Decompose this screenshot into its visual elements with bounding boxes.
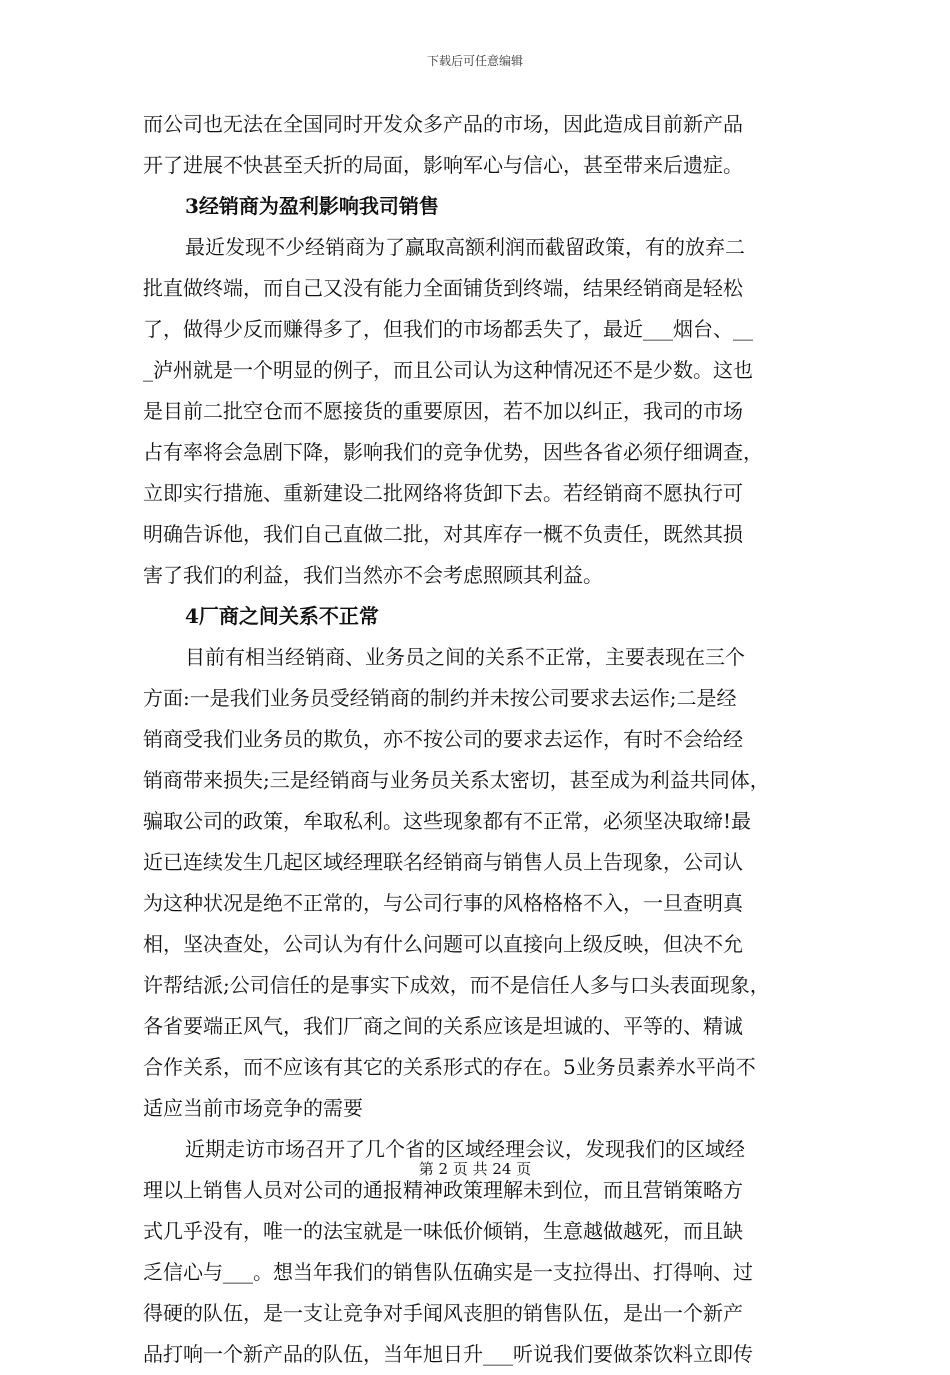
text-line: 批直做终端，而自己又没有能力全面铺货到终端，结果经销商是轻松 xyxy=(143,276,743,300)
text-line: 了，做得少反而赚得多了，但我们的市场都丢失了，最近___烟台、__ xyxy=(143,317,753,341)
text-line: 开了进展不快甚至夭折的局面，影响军心与信心，甚至带来后遗症。 xyxy=(143,153,743,177)
text-line: 明确告诉他，我们自己直做二批，对其库存一概不负责任，既然其损 xyxy=(143,522,743,546)
text-line: 各省要端正风气，我们厂商之间的关系应该是坦诚的、平等的、精诚 xyxy=(143,1014,743,1038)
text-line: 近期走访市场召开了几个省的区域经理会议，发现我们的区域经 xyxy=(185,1137,745,1161)
text-line: _泸州就是一个明显的例子，而且公司认为这种情况还不是少数。这也 xyxy=(143,358,753,382)
text-line: 占有率将会急剧下降，影响我们的竞争优势，因些各省必须仔细调查， xyxy=(143,440,763,464)
section-heading: 4厂商之间关系不正常 xyxy=(185,604,379,628)
text-line: 为这种状况是绝不正常的，与公司行事的风格格格不入，一旦查明真 xyxy=(143,891,743,915)
text-line: 骗取公司的政策，牟取私利。这些现象都有不正常，必须坚决取缔!最 xyxy=(143,809,752,833)
page-header: 下载后可任意编辑 xyxy=(426,54,523,68)
text-line: 理以上销售人员对公司的通报精神政策理解未到位，而且营销策略方 xyxy=(143,1178,743,1202)
document-body xyxy=(143,104,807,1375)
text-line: 乏信心与___。想当年我们的销售队伍确实是一支拉得出、打得响、过 xyxy=(143,1260,753,1284)
text-line: 最近发现不少经销商为了赢取高额利润而截留政策，有的放弃二 xyxy=(185,235,745,259)
text-line: 近已连续发生几起区域经理联名经销商与销售人员上告现象，公司认 xyxy=(143,850,743,874)
text-line: 销商受我们业务员的欺负，亦不按公司的要求去运作，有时不会给经 xyxy=(143,727,743,751)
text-line: 式几乎没有，唯一的法宝就是一味低价倾销，生意越做越死，而且缺 xyxy=(143,1219,743,1243)
text-line: 销商带来损失;三是经销商与业务员关系太密切，甚至成为利益共同体， xyxy=(143,768,770,792)
page-footer: 第 2 页 共 24 页 xyxy=(418,1160,532,1178)
text-line: 合作关系，而不应该有其它的关系形式的存在。5业务员素养水平尚不 xyxy=(143,1055,756,1079)
text-line: 而公司也无法在全国同时开发众多产品的市场，因此造成目前新产品 xyxy=(143,112,743,136)
text-line: 方面:一是我们业务员受经销商的制约并未按公司要求去运作;二是经 xyxy=(143,686,737,710)
text-line: 品打响一个新产品的队伍，当年旭日升___听说我们要做茶饮料立即传 xyxy=(143,1342,753,1366)
section-heading: 3经销商为盈利影响我司销售 xyxy=(185,194,439,218)
text-line: 得硬的队伍，是一支让竞争对手闻风丧胆的销售队伍，是出一个新产 xyxy=(143,1301,743,1325)
text-line: 相，坚决查处，公司认为有什么问题可以直接向上级反映，但决不允 xyxy=(143,932,743,956)
text-line: 适应当前市场竞争的需要 xyxy=(143,1096,363,1120)
text-line: 立即实行措施、重新建设二批网络将货卸下去。若经销商不愿执行可 xyxy=(143,481,743,505)
text-line: 害了我们的利益，我们当然亦不会考虑照顾其利益。 xyxy=(143,563,603,587)
text-line: 目前有相当经销商、业务员之间的关系不正常，主要表现在三个 xyxy=(185,645,745,669)
text-line: 是目前二批空仓而不愿接货的重要原因，若不加以纠正，我司的市场 xyxy=(143,399,743,423)
text-line: 许帮结派;公司信任的是事实下成效，而不是信任人多与口头表面现象， xyxy=(143,973,770,997)
